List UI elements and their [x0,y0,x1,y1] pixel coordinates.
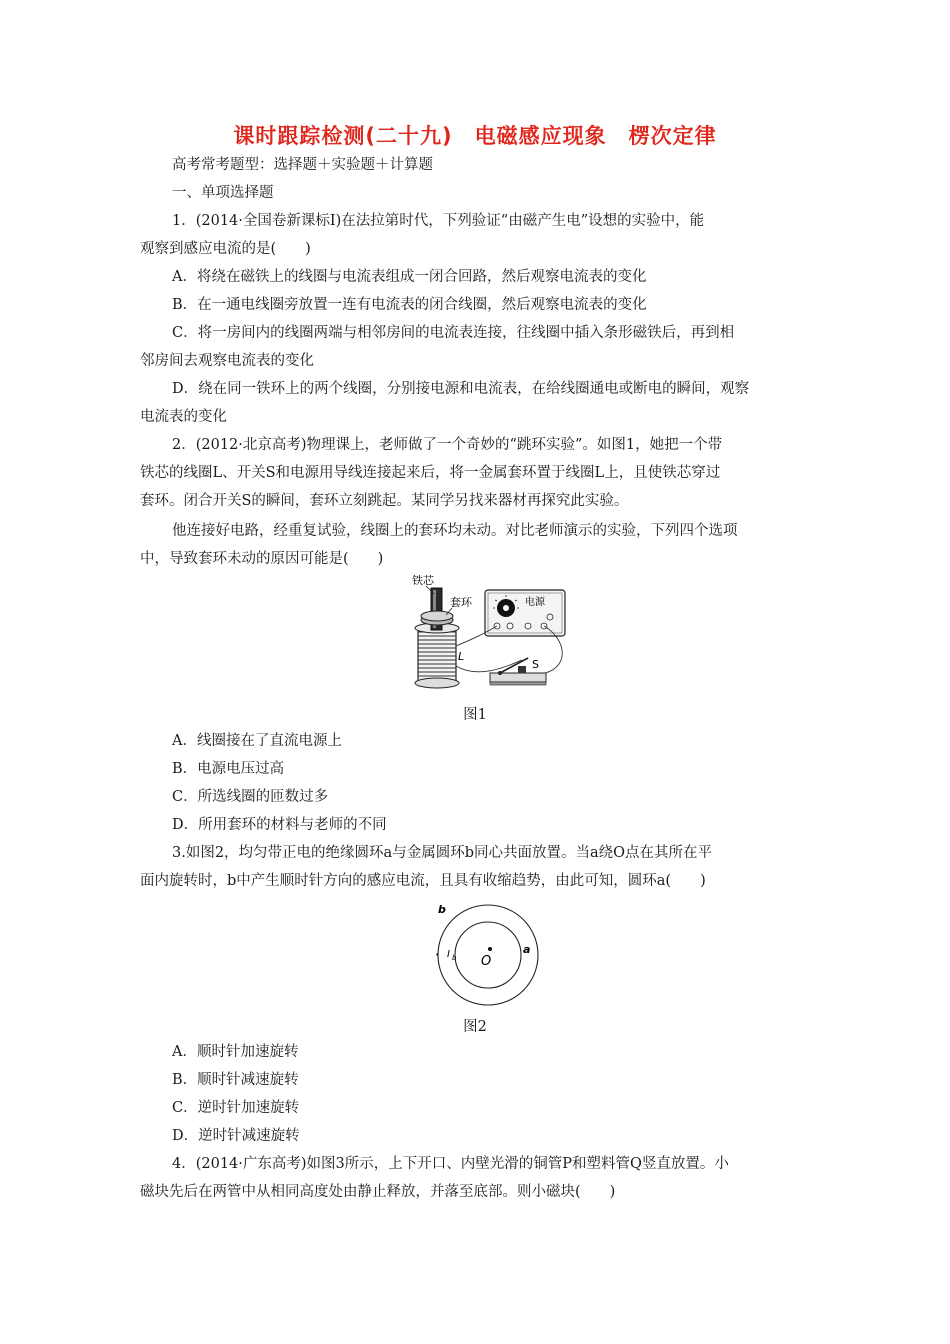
q2-stem-5: 中，导致套环未动的原因可能是( ) [140,551,384,567]
current-label: I [447,949,450,960]
coil-label: L [458,650,465,663]
q2-option-a: A．线圈接在了直流电源上 [172,733,342,749]
q1-option-c: C．将一房间内的线圈两端与相邻房间的电流表连接，往线圈中插入条形磁铁后，再到相 [172,325,735,341]
q1-option-a: A．将绕在磁铁上的线圈与电流表组成一闭合回路，然后观察电流表的变化 [172,269,647,285]
q2-option-b: B．电源电压过高 [172,761,285,777]
q3-stem: 3.如图2，均匀带正电的绝缘圆环a与金属圆环b同心共面放置。当a绕O点在其所在平 [172,845,713,861]
q3-option-d: D．逆时针减速旋转 [172,1128,300,1144]
question-types: 高考常考题型：选择题＋实验题＋计算题 [172,157,433,173]
switch-label: S [532,658,539,671]
q1-stem: 1．(2014·全国卷新课标Ⅰ)在法拉第时代，下列验证“由磁产生电”设想的实验中，能 [172,213,705,229]
current-subscript: b [452,954,457,962]
q1-option-d: D．绕在同一铁环上的两个线圈，分别接电源和电流表，在给线圈通电或断电的瞬间，观察 [172,381,750,397]
q1-stem-cont: 观察到感应电流的是( ) [140,241,311,257]
q3-option-c: C．逆时针加速旋转 [172,1100,300,1116]
power-label: 电源 [525,597,545,608]
center-o-label: O [481,954,492,969]
ring-b-label: b [438,903,446,916]
q1-option-b: B．在一通电线圈旁放置一连有电流表的闭合线圈，然后观察电流表的变化 [172,297,647,313]
q2-stem: 2．(2012·北京高考)物理课上，老师做了一个奇妙的“跳环实验”。如图1，她把一个带 [172,437,723,453]
q2-option-d: D．所用套环的材料与老师的不同 [172,817,387,833]
figure-1-caption: 图1 [463,707,487,723]
q4-stem: 4．(2014·广东高考)如图3所示，上下开口、内壁光滑的铜管P和塑料管Q竖直放置。小 [172,1156,729,1172]
section-heading: 一、单项选择题 [172,185,274,201]
q1-option-d-cont: 电流表的变化 [140,409,227,425]
q2-stem-2: 铁芯的线圈L、开关S和电源用导线连接起来后，将一金属套环置于线圈L上，且使铁芯穿过 [140,465,721,481]
q3-option-b: B．顺时针减速旋转 [172,1072,299,1088]
q1-option-c-cont: 邻房间去观察电流表的变化 [140,353,314,369]
core-label: 铁芯 [412,574,434,587]
q4-stem-cont: 磁块先后在两管中从相同高度处由静止释放，并落至底部。则小磁块( ) [140,1184,616,1200]
figure-1-jump-ring [400,570,600,695]
figure-2-caption: 图2 [463,1019,487,1035]
q3-stem-cont: 面内旋转时，b中产生顺时针方向的感应电流，且具有收缩趋势，由此可知，圆环a( ) [140,873,706,889]
q2-stem-4: 他连接好电路，经重复试验，线圈上的套环均未动。对比老师演示的实验，下列四个选项 [172,523,738,539]
ring-a-label: a [523,943,531,956]
q2-option-c: C．所选线圈的匝数过多 [172,789,329,805]
q2-stem-3: 套环。闭合开关S的瞬间，套环立刻跳起。某同学另找来器材再探究此实验。 [140,493,629,509]
figure-2-concentric-rings [420,895,550,1010]
ring-label: 套环 [450,596,472,609]
page-title: 课时跟踪检测(二十九) 电磁感应现象 楞次定律 [233,124,717,148]
q3-option-a: A．顺时针加速旋转 [172,1044,299,1060]
